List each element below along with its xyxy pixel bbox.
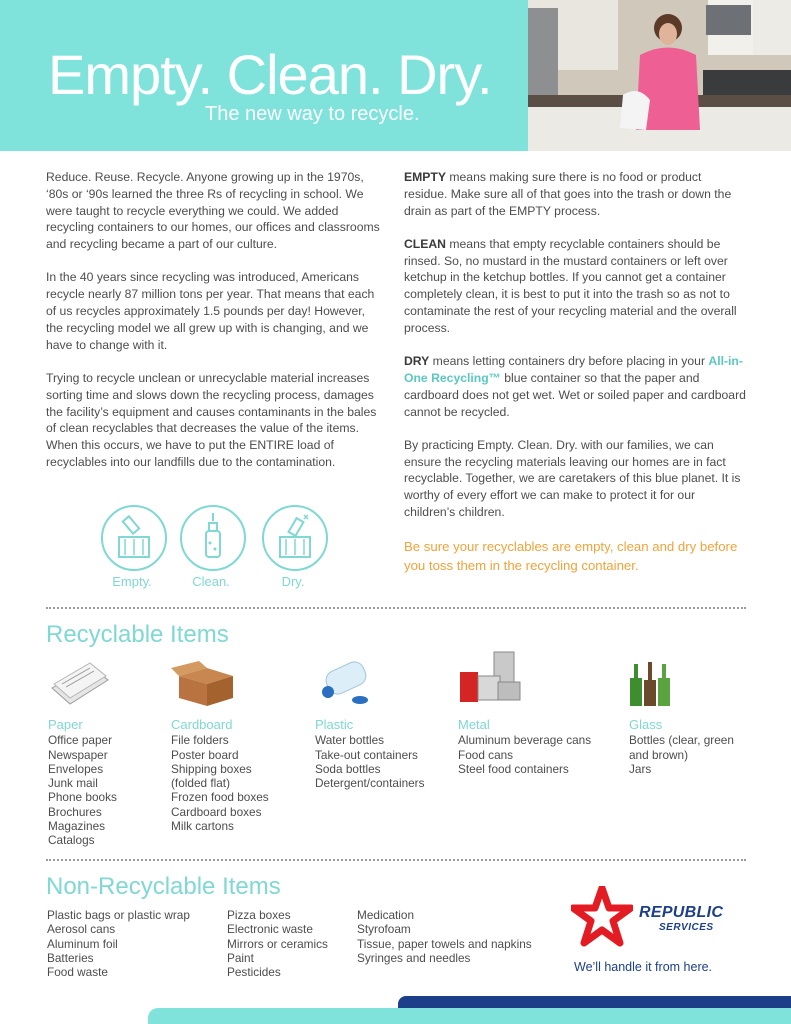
clean-bottle-icon xyxy=(180,505,246,571)
list-item: Mirrors or ceramics xyxy=(227,936,328,951)
intro-column xyxy=(46,169,384,487)
list-item: Water bottles xyxy=(315,733,385,748)
list-item: Electronic waste xyxy=(227,922,313,937)
list-item: Phone books xyxy=(48,790,117,805)
icon-label-dry: Dry. xyxy=(281,574,305,589)
recyclable-title: Recyclable Items xyxy=(46,621,229,648)
list-item: Medication xyxy=(357,908,415,922)
list-item: Take-out containers xyxy=(315,747,418,762)
list-item: Jars xyxy=(629,761,652,776)
kitchen-photo xyxy=(528,0,791,151)
page-title: Empty. Clean. Dry. xyxy=(48,43,492,106)
icon-label-clean: Clean. xyxy=(192,574,230,589)
practice-paragraph: By practicing Empty. Clean. Dry. with our families, we can ensure the recycling materials leaving our homes are in fact recyclable. Together, we are caretakers of this blue planet. It is worthy of every effort we can make to protect it for our children’s children. xyxy=(404,437,741,520)
dry-text: means letting containers dry before placing in your xyxy=(429,354,709,369)
dry-text-continued: blue container so that the paper and cardboard does not get wet. Wet or soiled paper and cardboard cannot be recycled. xyxy=(404,370,746,419)
empty-lead: EMPTY xyxy=(404,170,446,184)
list-item: Aluminum foil xyxy=(47,936,118,951)
plastic-image xyxy=(316,658,376,713)
list-item: Office paper xyxy=(48,733,113,748)
paper-image xyxy=(50,658,110,713)
category-paper xyxy=(48,718,117,848)
dry-bin-icon xyxy=(262,505,328,571)
list-item: Envelopes xyxy=(48,761,104,776)
empty-bin-icon xyxy=(101,505,167,571)
list-item: Tissue, paper towels and napkins xyxy=(357,936,532,951)
list-item: (folded flat) xyxy=(171,776,231,791)
category-heading: Metal xyxy=(458,717,490,732)
list-item: Paint xyxy=(227,950,254,965)
clean-definition xyxy=(404,236,748,337)
category-metal xyxy=(458,718,591,776)
list-item: Poster board xyxy=(171,747,239,762)
list-item: Shipping boxes xyxy=(171,761,252,776)
metal-image xyxy=(458,650,528,711)
non-recyclable-column xyxy=(357,908,532,965)
brand-name: REPUBLIC xyxy=(639,904,724,921)
list-item: Catalogs xyxy=(48,833,95,848)
category-heading: Paper xyxy=(48,717,83,732)
brand-tagline: We’ll handle it from here. xyxy=(574,960,713,974)
category-plastic xyxy=(315,718,425,790)
callout-text: Be sure your recyclables are empty, clean and dry before you toss them in the recycling container. xyxy=(404,539,738,574)
list-item: Detergent/containers xyxy=(315,776,425,791)
list-item: Pesticides xyxy=(227,965,281,980)
list-item: Steel food containers xyxy=(458,761,569,776)
page-subtitle: The new way to recycle. xyxy=(205,103,420,125)
empty-definition xyxy=(404,169,748,219)
cardboard-image xyxy=(171,658,241,713)
list-item: Cardboard boxes xyxy=(171,804,262,819)
glass-image xyxy=(626,658,682,713)
category-heading: Plastic xyxy=(315,717,354,732)
intro-paragraph: In the 40 years since recycling was introduced, Americans recycle nearly 87 million tons per year. That means that each of us recycles approximately 1.5 pounds per day! However, the recycling model we all grew up with is changing, and we have to change with it. xyxy=(46,270,375,352)
list-item: Aluminum beverage cans xyxy=(458,733,592,748)
process-icons xyxy=(96,505,336,595)
definitions-column xyxy=(404,169,748,592)
list-item: Junk mail xyxy=(48,776,98,791)
section-divider xyxy=(46,607,746,609)
clean-lead: CLEAN xyxy=(404,236,446,251)
category-cardboard xyxy=(171,718,269,833)
non-recyclable-title: Non-Recyclable Items xyxy=(46,873,281,900)
list-item: Aerosol cans xyxy=(47,922,116,937)
star-logo-icon xyxy=(571,886,633,948)
category-glass xyxy=(629,718,734,776)
intro-paragraph: Reduce. Reuse. Recycle. Anyone growing up in the 1970s, ‘80s or ‘90s learned the three Rs of recycling in school. We were taught to recycle everything we could. We added recycling containers to our homes, our offices and classrooms and recycling became a part of our culture. xyxy=(46,170,380,252)
list-item: Brochures xyxy=(48,804,102,819)
republic-services-logo xyxy=(571,886,746,976)
list-item: Batteries xyxy=(47,950,94,965)
footer-bar-teal xyxy=(148,1008,791,1024)
all-in-one-brand: All-in-One Recycling™ xyxy=(404,354,743,385)
list-item: File folders xyxy=(171,733,229,748)
list-item: Plastic bags or plastic wrap xyxy=(47,908,190,922)
clean-text: means that empty recyclable containers should be rinsed. So, no mustard in the mustard containers or left over ketchup in the ketchup bottles. If you cannot get a container completely clean, it is best to put it into the trash so as not to contaminate the rest of your recycling material and the overall process. xyxy=(404,236,737,335)
list-item: Pizza boxes xyxy=(227,908,291,922)
list-item: Magazines xyxy=(48,819,106,834)
list-item: Food cans xyxy=(458,747,514,762)
section-divider xyxy=(46,859,746,861)
non-recyclable-column xyxy=(47,908,190,979)
list-item: Bottles (clear, green xyxy=(629,733,734,748)
list-item: and brown) xyxy=(629,747,689,762)
list-item: Food waste xyxy=(47,965,108,980)
non-recyclable-column xyxy=(227,908,328,979)
list-item: Frozen food boxes xyxy=(171,790,269,805)
list-item: Soda bottles xyxy=(315,761,381,776)
list-item: Styrofoam xyxy=(357,922,411,937)
list-item: Syringes and needles xyxy=(357,950,471,965)
brand-sub: SERVICES xyxy=(659,922,714,933)
dry-definition xyxy=(404,353,748,420)
intro-paragraph: Trying to recycle unclean or unrecyclable material increases sorting time and slows down the recycling process, damages the facility’s equipment and causes contaminants in the bales of clean recyclables that decreases the value of the items. When this occurs, we have to put the ENTIRE load of recyclables into our landfills due to the contamination. xyxy=(46,370,377,469)
list-item: Newspaper xyxy=(48,747,108,762)
dry-lead: DRY xyxy=(404,354,430,369)
category-heading: Glass xyxy=(629,717,663,732)
empty-text: means making sure there is no food or product residue. Make sure all of that goes into the trash or down the drain as part of the EMPTY process. xyxy=(404,170,732,218)
icon-label-empty: Empty. xyxy=(112,574,152,589)
list-item: Milk cartons xyxy=(171,819,234,834)
header-banner xyxy=(0,0,528,151)
category-heading: Cardboard xyxy=(171,717,233,732)
